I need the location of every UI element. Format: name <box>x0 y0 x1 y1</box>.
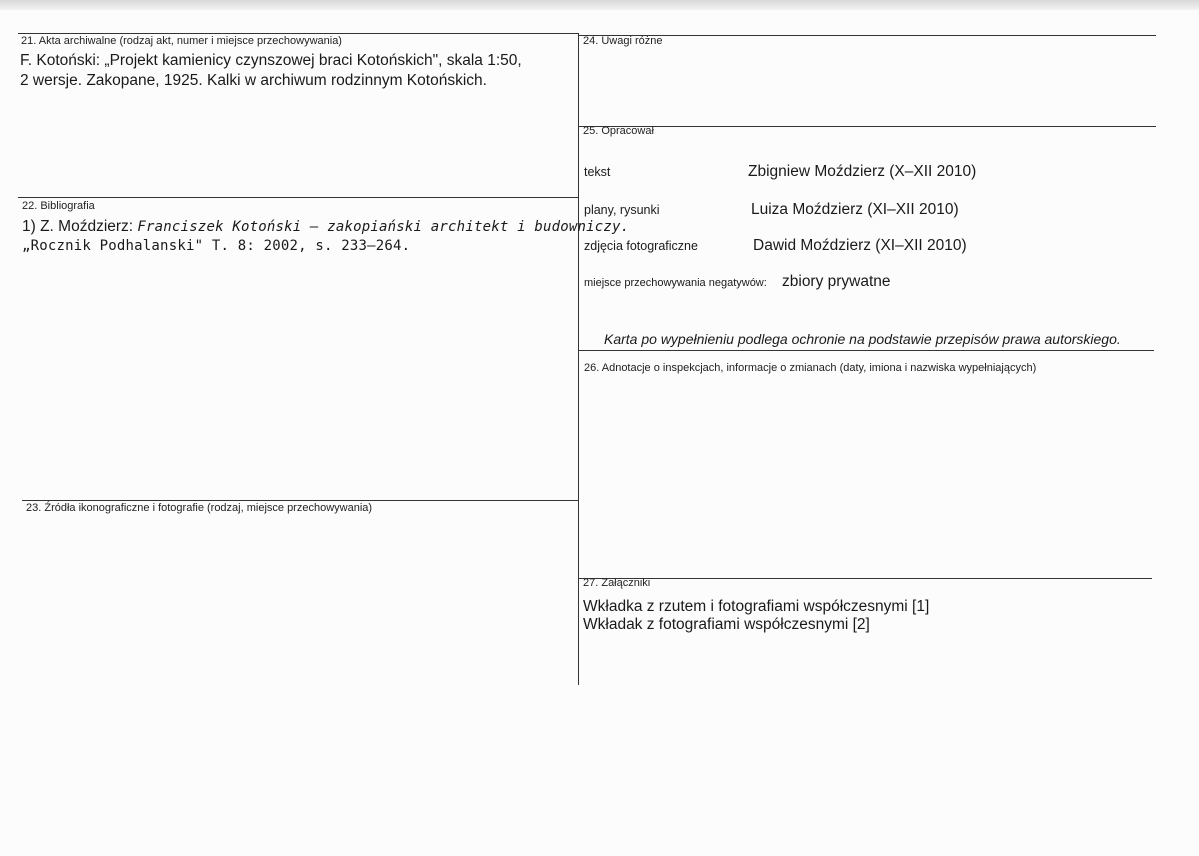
author-row-label-text: tekst <box>584 165 611 179</box>
author-row-value-text: Zbigniew Moździerz (X–XII 2010) <box>748 163 977 180</box>
attachment-item-2: Wkładak z fotografiami współczesnymi [2] <box>583 616 870 633</box>
rule-25 <box>578 126 1156 127</box>
bibliography-prefix: 1) Z. Moździerz: <box>22 218 138 235</box>
negatives-value: zbiory prywatne <box>782 273 891 290</box>
column-divider <box>578 33 579 685</box>
section-27-label: 27. Załączniki <box>583 577 651 589</box>
rule-22 <box>18 197 578 198</box>
rule-24 <box>578 35 1156 36</box>
scan-top-edge <box>0 0 1199 10</box>
bibliography-title: Franciszek Kotoński – zakopiański architekt i budowniczy. <box>137 219 630 235</box>
section-22-line-2: „Rocznik Podhalanski" T. 8: 2002, s. 233–264. <box>22 238 411 254</box>
section-21-line-2: 2 wersje. Zakopane, 1925. Kalki w archiwum rodzinnym Kotońskich. <box>20 72 487 89</box>
author-row-value-photos: Dawid Moździerz (XI–XII 2010) <box>753 237 967 254</box>
section-22-line-1 <box>22 216 629 238</box>
section-21-line-1: F. Kotoński: „Projekt kamienicy czynszowej braci Kotońskich", skala 1:50, <box>20 52 522 69</box>
section-21-label: 21. Akta archiwalne (rodzaj akt, numer i miejsce przechowywania) <box>21 35 342 47</box>
section-25-label: 25. Opracował <box>583 125 654 137</box>
rule-27 <box>578 578 1152 579</box>
rule-26 <box>578 350 1154 351</box>
rule-21 <box>18 33 578 34</box>
section-23-label: 23. Źródła ikonograficzne i fotografie (rodzaj, miejsce przechowywania) <box>26 502 373 514</box>
copyright-note: Karta po wypełnieniu podlega ochronie na podstawie przepisów prawa autorskiego. <box>604 331 1121 347</box>
section-24-label: 24. Uwagi różne <box>583 35 663 47</box>
negatives-label: miejsce przechowywania negatywów: <box>584 277 767 289</box>
attachment-item-1: Wkładka z rzutem i fotografiami współczesnymi [1] <box>583 598 930 615</box>
rule-23 <box>22 500 578 501</box>
section-26-label: 26. Adnotacje o inspekcjach, informacje o zmianach (daty, imiona i nazwiska wypełniających) <box>584 362 1037 374</box>
author-row-label-photos: zdjęcia fotograficzne <box>584 239 698 253</box>
author-row-label-plans: plany, rysunki <box>584 203 660 217</box>
section-22-label: 22. Bibliografia <box>22 200 95 212</box>
author-row-value-plans: Luiza Moździerz (XI–XII 2010) <box>751 201 959 218</box>
